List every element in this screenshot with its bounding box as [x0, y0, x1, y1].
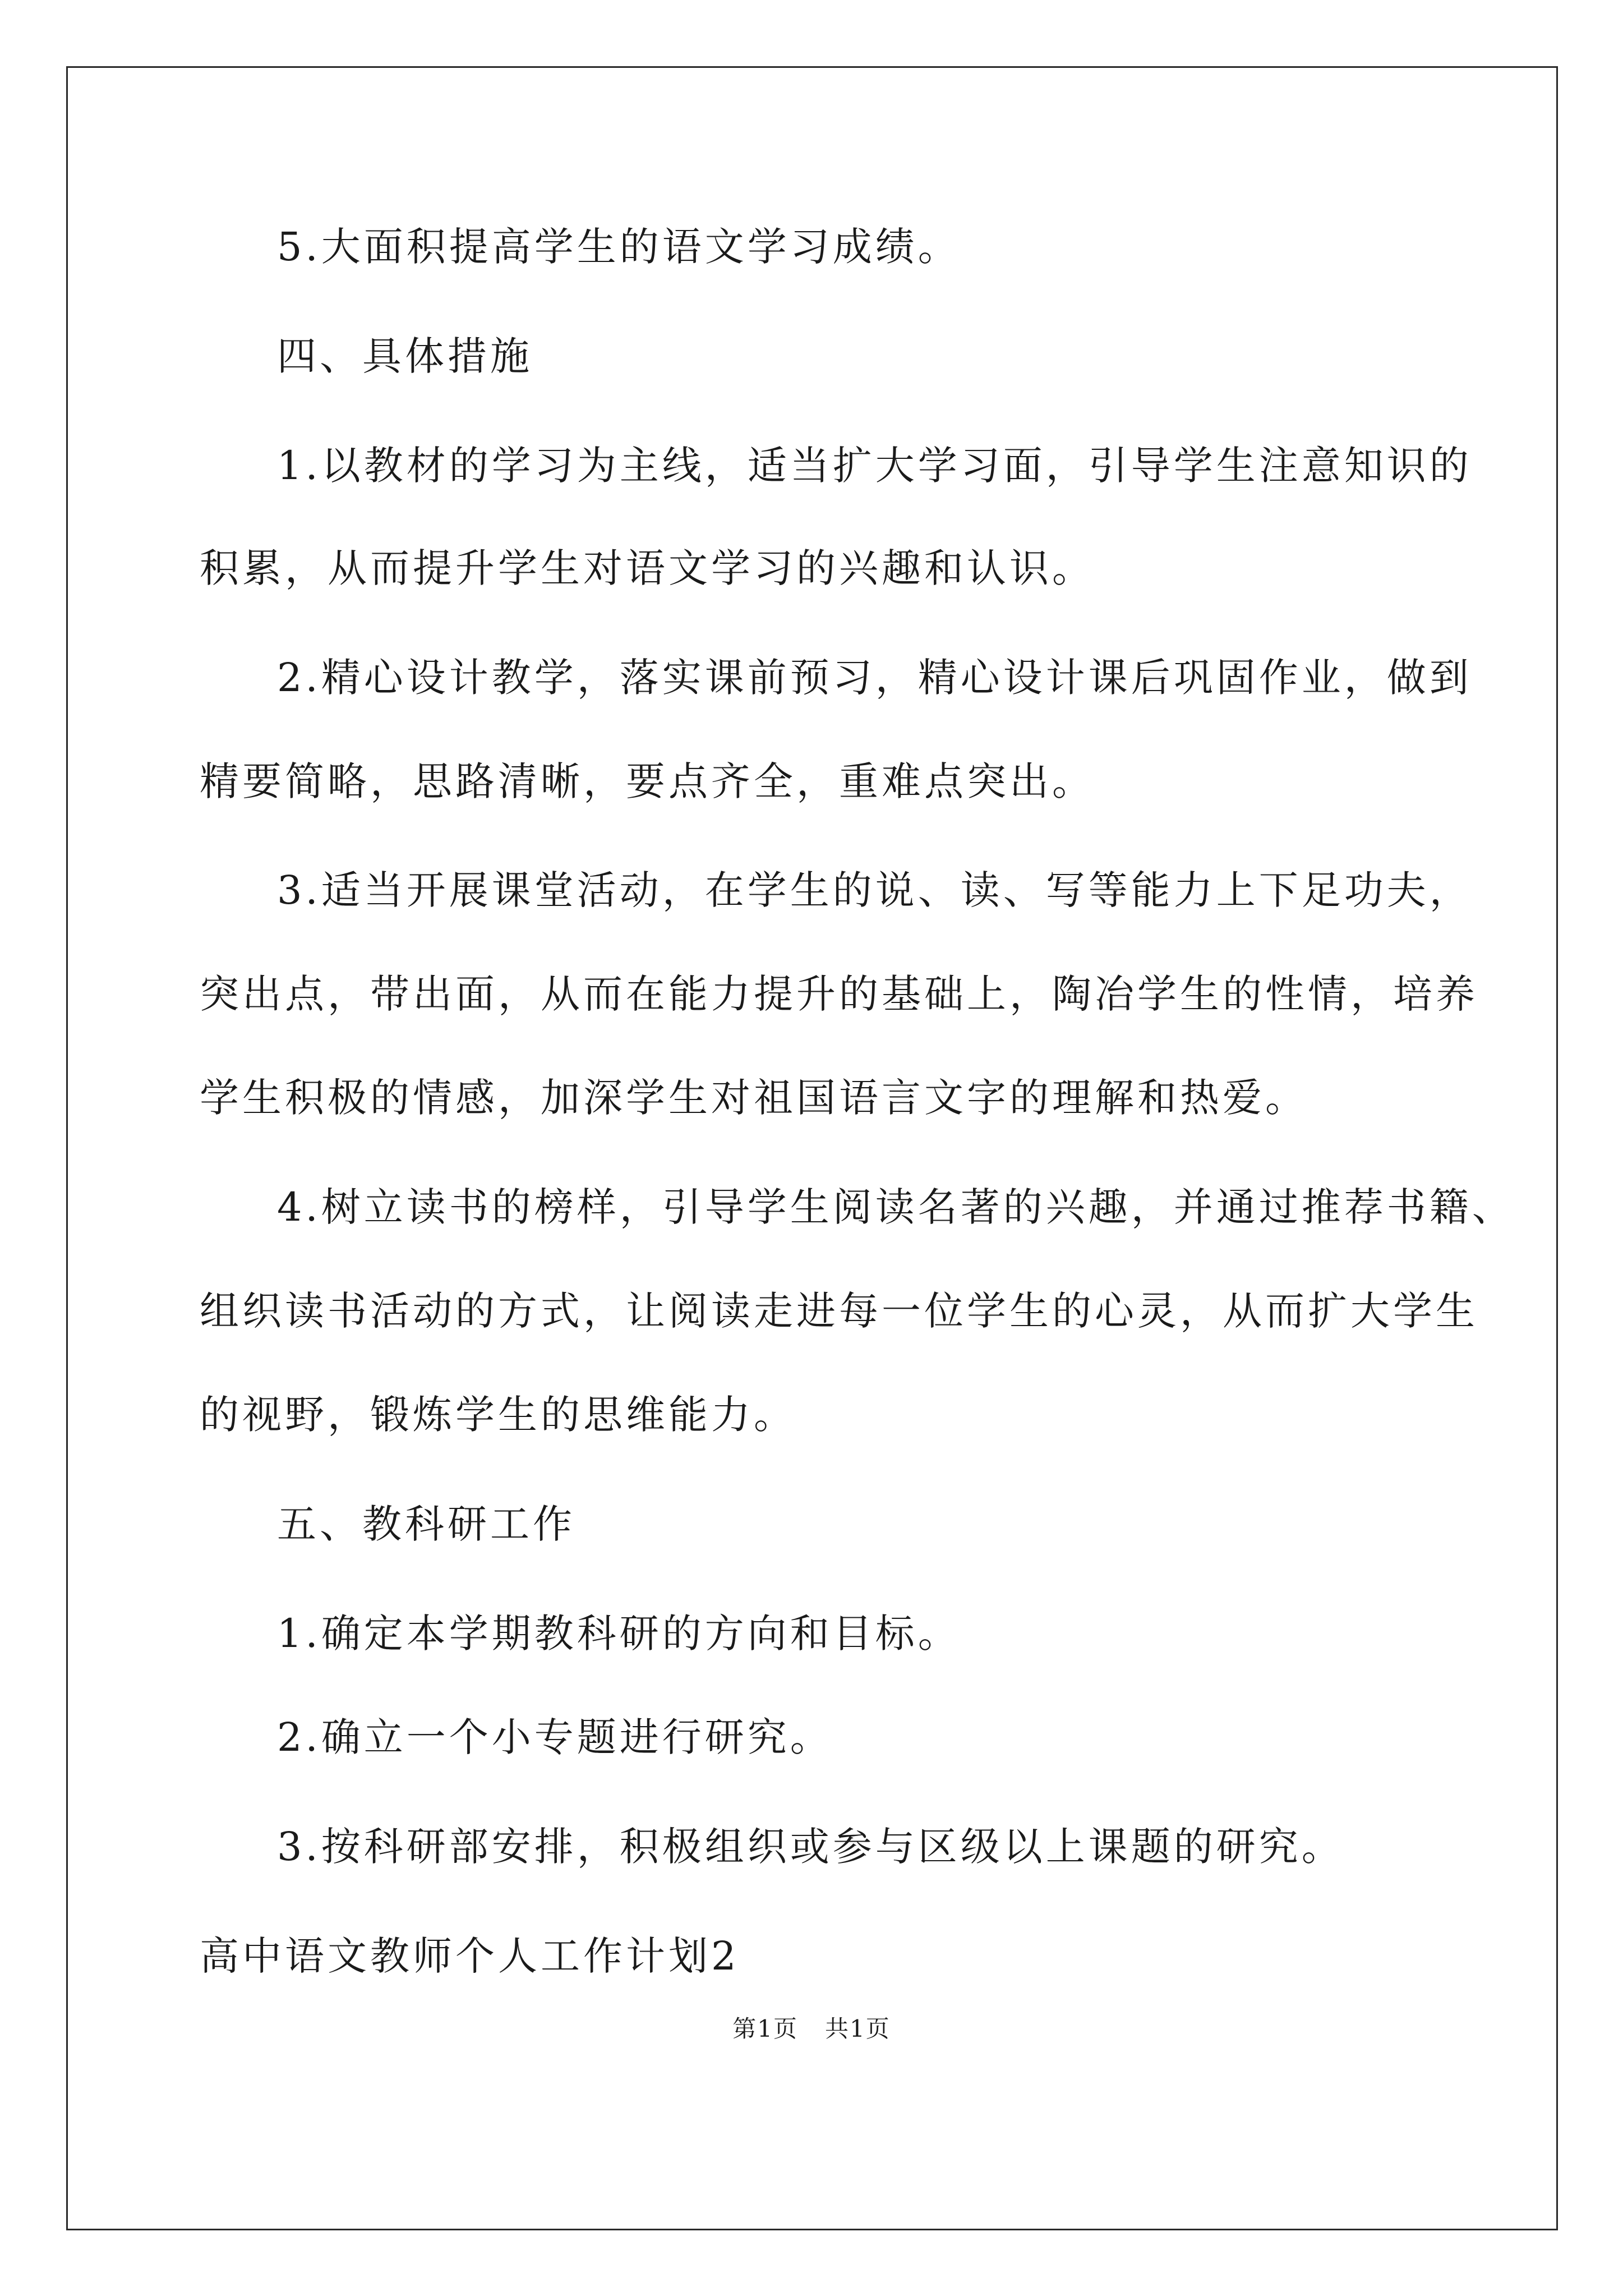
paragraph-line: 3.按科研部安排，积极组织或参与区级以上课题的研究。	[277, 1824, 1344, 1870]
paragraph-line: 积累，从而提升学生对语文学习的兴趣和认识。	[200, 545, 1095, 591]
paragraph-line: 2.精心设计教学，落实课前预习，精心设计课后巩固作业，做到	[277, 655, 1472, 701]
paragraph-line: 2.确立一个小专题进行研究。	[277, 1714, 833, 1760]
paragraph-line: 的视野，锻炼学生的思维能力。	[200, 1392, 796, 1438]
paragraph-line: 1.确定本学期教科研的方向和目标。	[277, 1611, 961, 1657]
page-border	[66, 66, 1558, 2230]
paragraph-line: 突出点，带出面，从而在能力提升的基础上，陶冶学生的性情，培养	[200, 971, 1478, 1017]
page-count: 共1页	[825, 2015, 891, 2042]
page-footer	[0, 2015, 1623, 2043]
paragraph-line: 组织读书活动的方式，让阅读走进每一位学生的心灵，从而扩大学生	[200, 1288, 1478, 1334]
paragraph-line: 精要简略，思路清晰，要点齐全，重难点突出。	[200, 758, 1095, 804]
paragraph-line: 5.大面积提高学生的语文学习成绩。	[277, 224, 961, 270]
page-number: 第1页	[732, 2015, 798, 2042]
section-heading: 四、具体措施	[277, 333, 533, 379]
paragraph-line: 学生积极的情感，加深学生对祖国语言文字的理解和热爱。	[200, 1075, 1308, 1121]
document-title: 高中语文教师个人工作计划2	[200, 1933, 740, 1979]
paragraph-line: 4.树立读书的榜样，引导学生阅读名著的兴趣，并通过推荐书籍、	[277, 1184, 1515, 1230]
section-heading: 五、教科研工作	[277, 1501, 575, 1547]
paragraph-line: 1.以教材的学习为主线，适当扩大学习面，引导学生注意知识的	[277, 443, 1472, 489]
paragraph-line: 3.适当开展课堂活动，在学生的说、读、写等能力上下足功夫，	[277, 867, 1472, 913]
